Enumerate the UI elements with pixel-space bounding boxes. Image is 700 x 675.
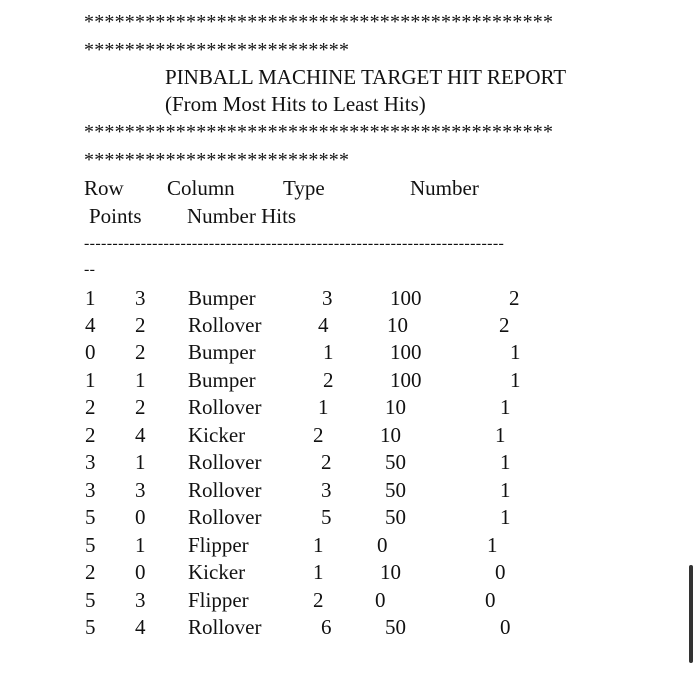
- report-subtitle: (From Most Hits to Least Hits): [165, 92, 426, 116]
- cell-row: 1: [85, 368, 96, 392]
- cell-points: 50: [385, 450, 406, 474]
- star-separator-top-2: **************************: [84, 39, 350, 61]
- cell-type: Rollover: [188, 478, 262, 502]
- cell-type: Rollover: [188, 615, 262, 639]
- cell-column: 2: [135, 313, 146, 337]
- cell-number: 1: [323, 340, 334, 364]
- star-separator-top-1: **********************************************: [84, 11, 554, 33]
- cell-row: 2: [85, 395, 96, 419]
- cell-type: Bumper: [188, 340, 256, 364]
- cell-number: 2: [321, 450, 332, 474]
- cell-row: 3: [85, 450, 96, 474]
- cell-points: 0: [375, 588, 386, 612]
- cell-points: 100: [390, 340, 422, 364]
- cell-type: Flipper: [188, 588, 249, 612]
- cell-number-hits: 1: [510, 340, 521, 364]
- cell-row: 3: [85, 478, 96, 502]
- cell-row: 1: [85, 286, 96, 310]
- cell-number-hits: 0: [500, 615, 511, 639]
- cell-points: 100: [390, 368, 422, 392]
- star-separator-bottom-1: **********************************************: [84, 121, 554, 143]
- cell-type: Bumper: [188, 368, 256, 392]
- cell-type: Rollover: [188, 450, 262, 474]
- cell-row: 2: [85, 560, 96, 584]
- cell-row: 5: [85, 505, 96, 529]
- cell-points: 100: [390, 286, 422, 310]
- cell-number-hits: 1: [500, 395, 511, 419]
- cell-number-hits: 1: [500, 505, 511, 529]
- scrollbar[interactable]: [689, 565, 693, 663]
- cell-points: 10: [385, 395, 406, 419]
- cell-column: 1: [135, 368, 146, 392]
- cell-column: 3: [135, 478, 146, 502]
- cell-number: 1: [313, 533, 324, 557]
- cell-row: 2: [85, 423, 96, 447]
- cell-points: 10: [380, 423, 401, 447]
- cell-number-hits: 2: [509, 286, 520, 310]
- cell-column: 4: [135, 423, 146, 447]
- header-column: Column: [167, 176, 235, 200]
- dash-separator: --------------------------------------------------------------------------: [84, 235, 505, 252]
- star-separator-bottom-2: **************************: [84, 149, 350, 171]
- cell-column: 0: [135, 560, 146, 584]
- cell-type: Kicker: [188, 560, 246, 584]
- cell-type: Bumper: [188, 286, 256, 310]
- header-number-hits: Number Hits: [187, 204, 297, 228]
- cell-points: 0: [377, 533, 388, 557]
- header-type: Type: [283, 176, 325, 200]
- cell-number-hits: 2: [499, 313, 510, 337]
- cell-type: Kicker: [188, 423, 246, 447]
- cell-number: 1: [318, 395, 329, 419]
- cell-row: 0: [85, 340, 96, 364]
- cell-number: 5: [321, 505, 332, 529]
- cell-number: 6: [321, 615, 332, 639]
- cell-number-hits: 1: [495, 423, 506, 447]
- cell-row: 5: [85, 588, 96, 612]
- header-row: Row: [84, 176, 124, 200]
- dash-separator-wrap: --: [84, 261, 96, 278]
- cell-number-hits: 0: [495, 560, 506, 584]
- cell-column: 2: [135, 340, 146, 364]
- cell-type: Rollover: [188, 395, 262, 419]
- cell-type: Rollover: [188, 313, 262, 337]
- cell-number-hits: 1: [500, 478, 511, 502]
- cell-points: 10: [380, 560, 401, 584]
- cell-column: 3: [135, 286, 146, 310]
- cell-number: 1: [313, 560, 324, 584]
- header-points: Points: [89, 204, 142, 228]
- cell-row: 5: [85, 533, 96, 557]
- cell-number-hits: 1: [500, 450, 511, 474]
- cell-number: 2: [313, 588, 324, 612]
- cell-type: Rollover: [188, 505, 262, 529]
- cell-column: 4: [135, 615, 146, 639]
- cell-column: 2: [135, 395, 146, 419]
- cell-column: 1: [135, 533, 146, 557]
- cell-number: 2: [323, 368, 334, 392]
- cell-number-hits: 1: [510, 368, 521, 392]
- cell-column: 1: [135, 450, 146, 474]
- cell-number: 3: [322, 286, 333, 310]
- cell-row: 5: [85, 615, 96, 639]
- cell-column: 3: [135, 588, 146, 612]
- cell-number: 2: [313, 423, 324, 447]
- cell-points: 10: [387, 313, 408, 337]
- cell-points: 50: [385, 505, 406, 529]
- cell-row: 4: [85, 313, 96, 337]
- cell-column: 0: [135, 505, 146, 529]
- cell-number-hits: 1: [487, 533, 498, 557]
- report-title: PINBALL MACHINE TARGET HIT REPORT: [165, 65, 567, 89]
- cell-number: 3: [321, 478, 332, 502]
- cell-points: 50: [385, 615, 406, 639]
- header-number: Number: [410, 176, 479, 200]
- cell-points: 50: [385, 478, 406, 502]
- cell-number-hits: 0: [485, 588, 496, 612]
- cell-type: Flipper: [188, 533, 249, 557]
- cell-number: 4: [318, 313, 329, 337]
